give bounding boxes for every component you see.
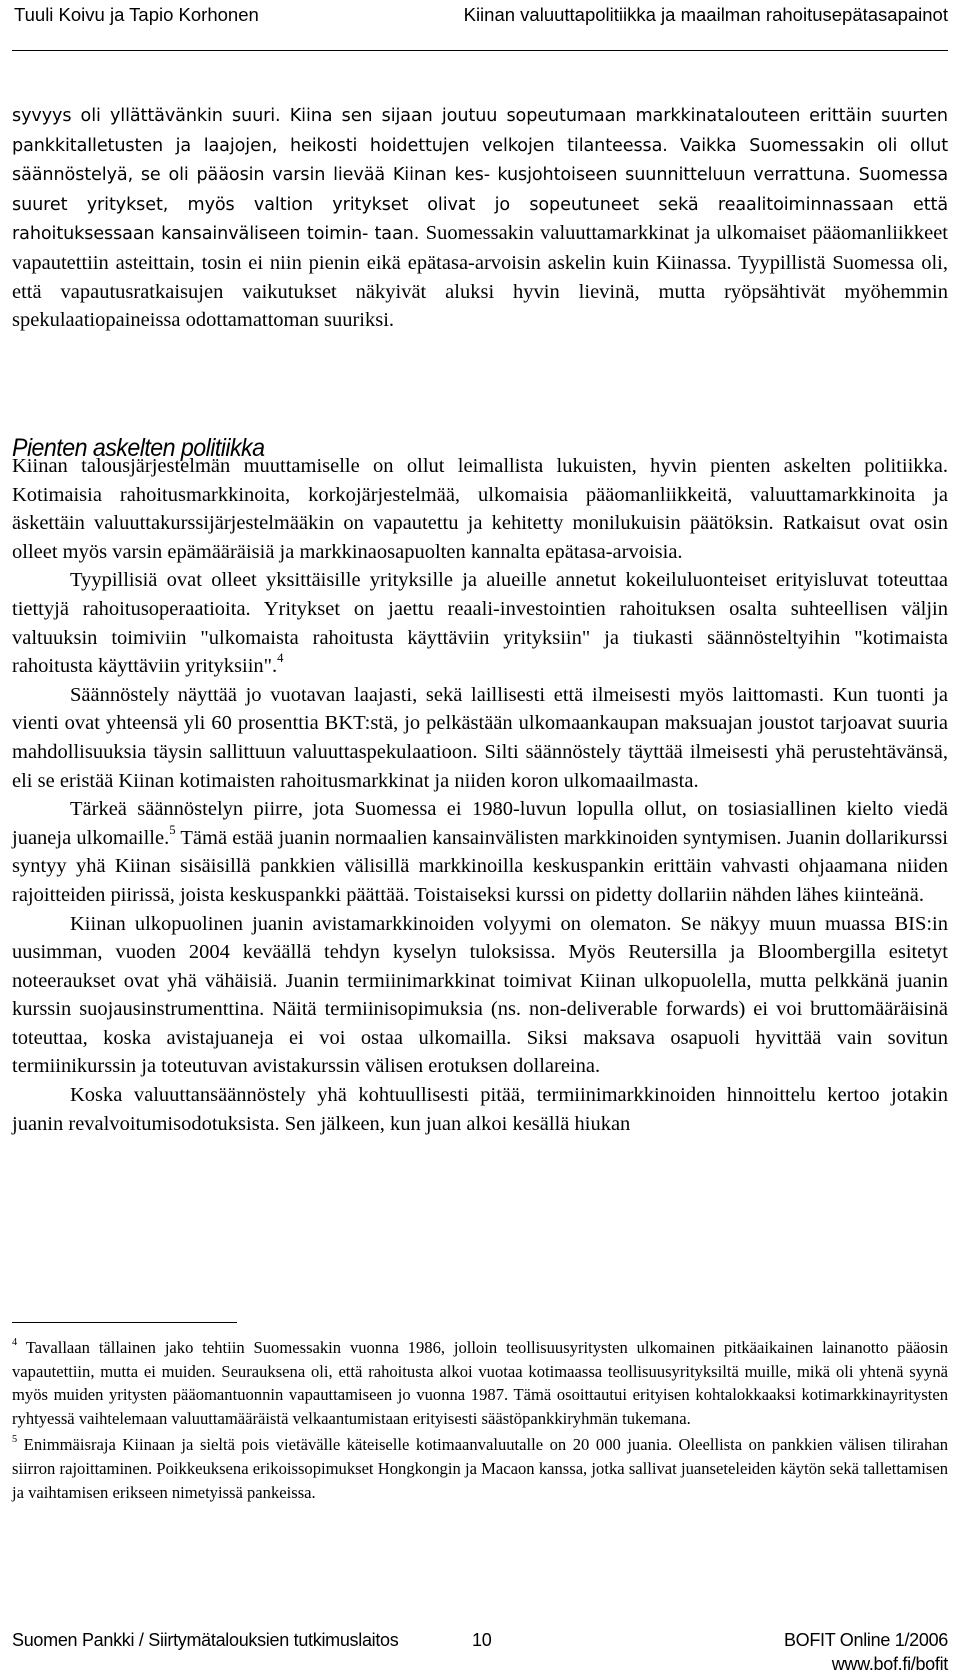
- paragraph-6: Koska valuuttansäännöstely yhä kohtuullisesti pitää, termiinimarkkinoiden hinnoittelu kertoo jotakin juanin revalvoitumisodotuksista. Sen jälkeen, kun juan alkoi kesällä hiukan: [12, 1084, 948, 1135]
- page-number: 10: [472, 1630, 492, 1650]
- footnote-ref-4[interactable]: 4: [277, 651, 284, 666]
- page-footer: [12, 1620, 948, 1676]
- intro-line-4b: Suomessa suuret yritykset, myös valtion yritykset: [12, 165, 949, 215]
- paragraph-5: Kiinan ulkopuolinen juanin avistamarkkinoiden volyymi on olematon. Se näkyy muun muassa BIS:in uusimman, vuoden 2004 keväällä tehdyn kyselyn tuloksissa. Myös Reutersilla ja Bloombergilla esitetyt noteeraukset ovat yhä vähäisiä. Juanin termiinimarkkinat toimivat Kiinan ulkopuolella, mutta pelkkänä juanin kurssin suojausinstrumenttina. Näitä termiinisopimuksia (ns. non-deliverable forwards) ei voi bruttomääräisinä toteuttaa, koska avistajuaneja ei voi ostaa ulkomailla. Siksi maksava osapuoli hyvittää vain sovitun termiinikurssin ja toteutuvan avistakurssin välisen erotuksen dollareina.: [12, 912, 948, 1078]
- footnote-text: Enimmäisraja Kiinaan ja sieltä pois vietävälle käteiselle kotimaanvaluutalle on 20 000 juania. Oleellista on pankkien välisen tilirahan siirron rajoittaminen. Poikkeuksena erikoissopimukset Hongkongin ja Macaon kanssa, jotka sallivat juanseteleiden käytön sekä tallettamisen ja vaihtamisen erikseen nimetyissä pankeissa.: [12, 1435, 948, 1502]
- section-body: [12, 452, 948, 1138]
- paragraph-2: [12, 566, 948, 680]
- paragraph-1: Kiinan talousjärjestelmän muuttamiselle on ollut leimallista lukuisten, hyvin pienten askelten politiikka. Kotimaisia rahoitusmarkkinoita, korkojärjestelmää, ulkomaisia pääomanliikkeitä, valuuttamarkkinoita ja äskettäin valuuttakurssijärjestelmääkin on vapautettu ja kehitetty monilukuisin päätöksin. Ratkaisut ovat osin olleet myös varsin epämääräisiä ja markkinaosapuolten kannalta epätasa-arvoisia.: [12, 455, 948, 563]
- section-heading: Pienten askelten politiikka: [12, 434, 265, 462]
- footnotes: [12, 1336, 948, 1504]
- footnote-4: [12, 1336, 948, 1430]
- paragraph-4: [12, 795, 948, 909]
- paragraph-3: Säännöstely näyttää jo vuotavan laajasti, sekä laillisesti että ilmeisesti myös laittomasti. Kun tuonti ja vienti ovat yhteensä yli 60 prosenttia BKT:stä, jo pelkästään ulkomaankaupan maksuajan joustot tarjoavat suuria mahdollisuuksia täysin sallittuun valuuttaspekulaatioon. Silti säännöstely täyttää ilmeisesti yhä perustehtävänsä, eli se eristää Kiinan kotimaisten rahoitusmarkkinat ja niiden koron ulkomaailmasta.: [12, 683, 948, 792]
- footnote-separator: [12, 1322, 237, 1323]
- footer-series-title: BOFIT Online 1/2006: [783, 1630, 948, 1650]
- footnote-text: Tavallaan tällainen jako tehtiin Suomessakin vuonna 1986, jolloin teollisuusyritysten ulkomainen pitkäaikainen lainanotto pääosin vapautettiin, mutta ei muiden. Seurauksena oli, että rahoitusta alkoi vuotaa kotimaassa teollisuusyrityksiltä muille, mikä oli yhtenä syynä myös muiden yritysten pääomantuonnin vapauttamiseen jo vuonna 1987. Tämä osoittautui erityisen kohtalokkaaksi kotimarkkinayritysten ryhtyessä vaihtelemaan valuuttamääräistä velkaantumistaan erityisesti säästöpankkiryhmän tukemana.: [12, 1338, 948, 1428]
- footer-url[interactable]: www.bof.fi/bofit: [831, 1654, 948, 1674]
- paragraph-4-text-b: Tämä estää juanin normaalien kansainvälisten markkinoiden syntymisen. Juanin dollarikurssi syntyy yhä Kiinan sisäisillä pankkien välisillä markkinoilla keskuspankin erittäin vahvasti ohjaamana niiden rajoitteiden piirissä, joista keskuspankki päättää. Toistaiseksi kurssi on pidetty dollariin nähden lähes kiinteänä.: [12, 826, 948, 906]
- header-authors: Tuuli Koivu ja Tapio Korhonen: [14, 4, 259, 25]
- footnote-ref-5[interactable]: 5: [169, 822, 176, 837]
- paragraph-2-text: Tyypillisiä ovat olleet yksittäisille yrityksille ja alueille annetut kokeiluluonteiset erityisluvat toteuttaa tiettyjä rahoitusoperaatioita. Yritykset on jaettu reaali-investointien rahoituksen osalta suhteellisen väljin valtuuksin toimiviin "ulkomaista rahoitusta käyttäviin yrityksiin" ja tiukasti säännösteltyihin "kotimaista rahoitusta käyttäviin yrityksiin".: [12, 569, 948, 678]
- footnote-number: 4: [12, 1336, 18, 1348]
- intro-line-1: syvyys oli yllättävänkin suuri. Kiina sen sijaan joutuu sopeutumaan markkinatalouteen: [12, 106, 801, 126]
- footnote-5: [12, 1433, 948, 1504]
- paragraph-4-text-a: Tärkeä säännöstelyn piirre, jota Suomessa ei 1980-luvun lopulla ollut, on tosiasiallinen kielto viedä juaneja ulkomaille.: [12, 798, 948, 849]
- running-header: [14, 4, 948, 34]
- intro-rest: Suomessakin valuuttamarkkinat ja ulkomaiset pääomanliikkeet vapautettiin asteittain, tosin ei niin pienin eikä epätasa-arvoisin askelin kuin Kiinassa. Tyypillistä Suomessa oli, että vapautusratkaisujen vaikutukset näkyivät aluksi hyvin lievinä, mutta ryöpsähtivät myöhemmin spekulaatiopaineissa odottamattoman suuriksi.: [12, 222, 949, 332]
- intro-line-5: olivat jo sopeutuneet sekä reaalitoiminnassaan että rahoituksessaan kansainväliseen toimin-: [12, 194, 948, 245]
- intro-line-6: taan.: [374, 224, 426, 245]
- footer-publisher: Suomen Pankki / Siirtymätalouksien tutkimuslaitos: [12, 1630, 399, 1650]
- header-rule: [12, 50, 948, 51]
- header-title: Kiinan valuuttapolitiikka ja maailman rahoitusepätasapainot: [463, 4, 948, 25]
- footnote-number: 5: [12, 1434, 18, 1446]
- intro-paragraph: [12, 101, 948, 335]
- intro-line-4: kusjohtoiseen suunnitteluun verrattuna.: [497, 165, 859, 186]
- intro-line-2: erittäin suurten pankkitalletusten ja laajojen, heikosti hoidettujen velkojen tilanteessa.: [12, 106, 948, 156]
- intro-line-3: Vaikka Suomessakin oli ollut säännöstelyä, se oli pääosin varsin lievää Kiinan kes-: [12, 135, 949, 186]
- footer-series: [784, 1628, 948, 1676]
